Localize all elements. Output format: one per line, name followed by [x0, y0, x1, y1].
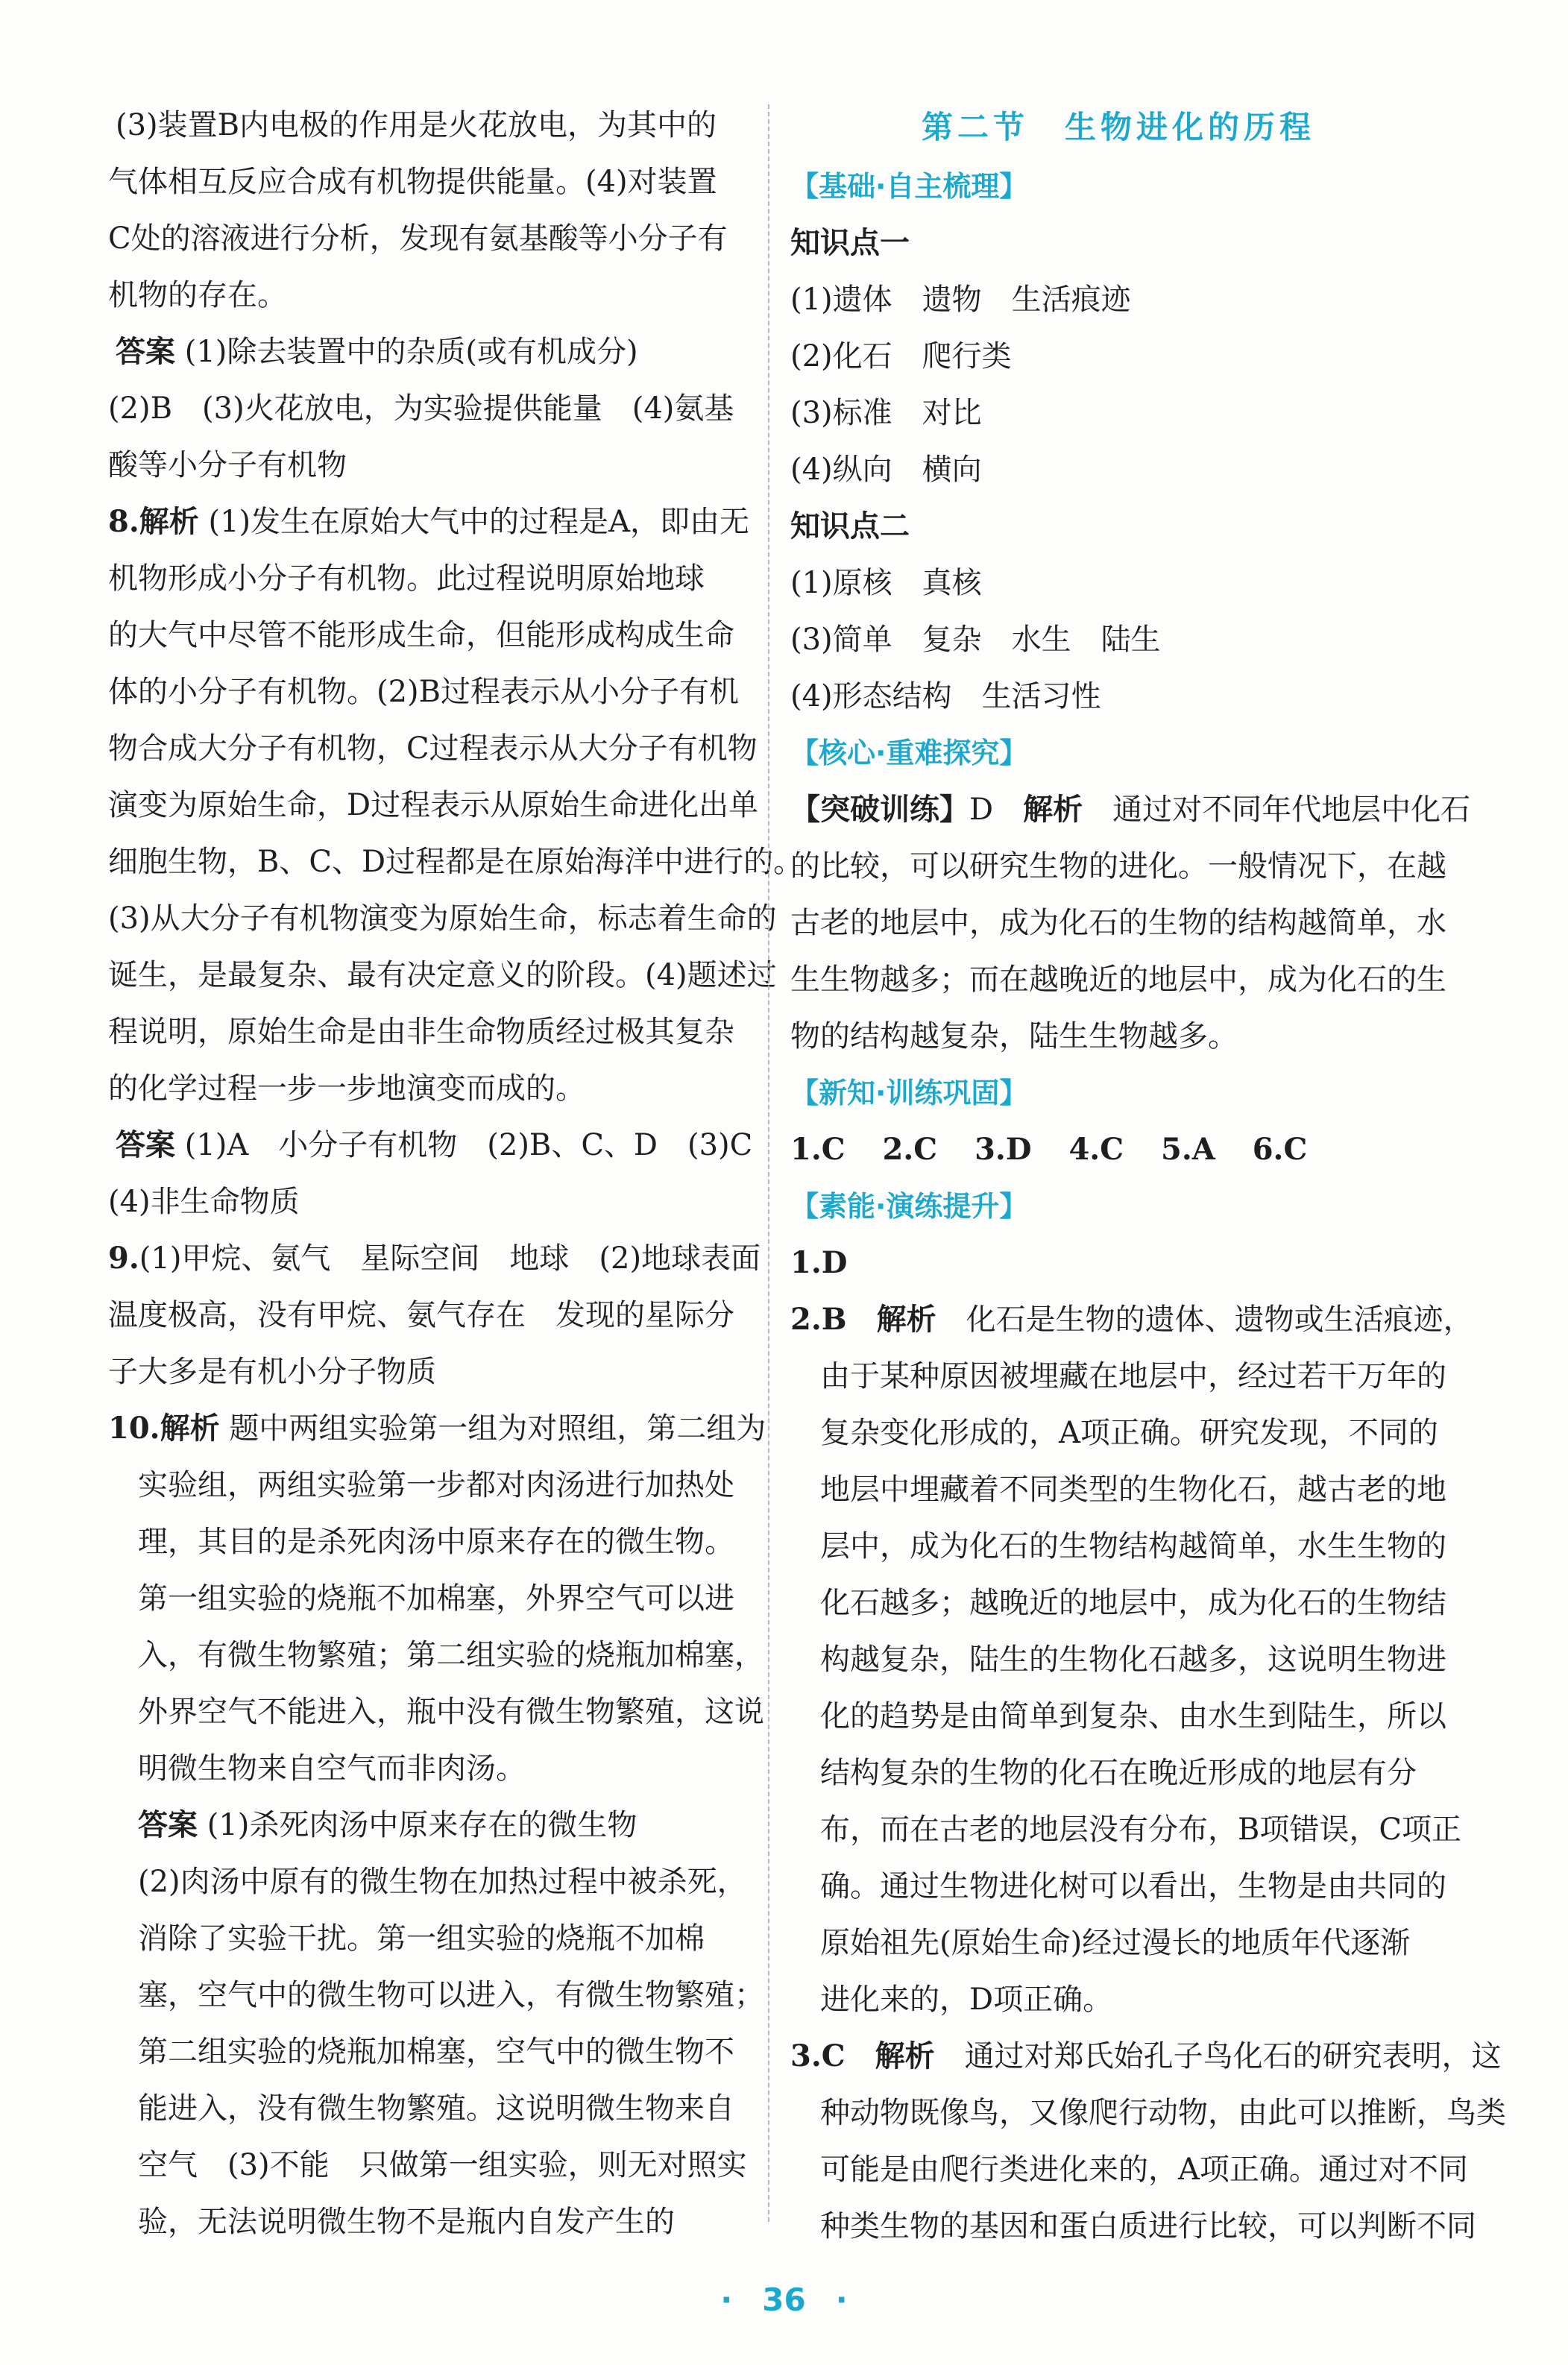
- text-line: (2)化石 爬行类: [790, 339, 1012, 374]
- question-answer: 3.C: [790, 2038, 846, 2073]
- text-line: 的大气中尽管不能形成生命，但能形成构成生命: [108, 618, 734, 652]
- left-column: [108, 97, 804, 2250]
- text-line: 第一组实验的烧瓶不加棉塞，外界空气可以进: [138, 1581, 734, 1616]
- text-line: 的化学过程一步一步地演变而成的。: [108, 1071, 585, 1106]
- text-line: (4)形态结构 生活习性: [790, 679, 1101, 714]
- text-line: 气体相互反应合成有机物提供能量。(4)对装置: [108, 165, 717, 199]
- answer-line: [108, 1117, 764, 1174]
- text-line: 种动物既像鸟，又像爬行动物，由此可以推断，鸟类: [820, 2096, 1506, 2130]
- text-line: 明微生物来自空气而非肉汤。: [138, 1751, 526, 1786]
- question-9: [108, 1230, 764, 1287]
- answer-line: 验，无法说明微生物不是瓶内自发产生的: [138, 2205, 675, 2239]
- breakthrough-line: [790, 781, 1471, 838]
- answer-text: (1)除去装置中的杂质(或有机成分): [184, 335, 638, 369]
- question-number: 8.: [108, 504, 139, 539]
- column-divider: [768, 104, 769, 2222]
- answer-line: 空气 (3)不能 只做第一组实验，则无对照实: [138, 2148, 747, 2182]
- text-line: 确。通过生物进化树可以看出，生物是由共同的: [820, 1869, 1446, 1903]
- text-line: 细胞生物，B、C、D过程都是在原始海洋中进行的。: [108, 845, 804, 879]
- answer-label: 答案: [116, 334, 175, 369]
- text-line: 构越复杂，陆生的生物化石越多，这说明生物进: [820, 1643, 1446, 1677]
- answer-label: 答案: [138, 1807, 198, 1842]
- new-answers-row: [790, 1121, 1446, 1178]
- question-number: 10.: [108, 1411, 160, 1446]
- text-line: 层中，成为化石的生物结构越简单，水生生物的: [820, 1529, 1446, 1563]
- section-title: 第二节 生物进化的历程: [921, 109, 1315, 145]
- answer-line: 酸等小分子有机物: [108, 448, 347, 482]
- text-line: 子大多是有机小分子物质: [108, 1355, 436, 1389]
- text-line: 物的结构越复杂，陆生生物越多。: [790, 1019, 1238, 1054]
- question-3: [790, 2028, 1502, 2085]
- answer-item: 5.A: [1160, 1132, 1215, 1167]
- answer-item: 6.C: [1252, 1132, 1308, 1167]
- section-header-skill: 【素能·演练提升】: [790, 1190, 1028, 1223]
- breakthrough-answer: D: [969, 793, 994, 827]
- answer-text: (1)A 小分子有机物 (2)B、C、D (3)C: [184, 1128, 753, 1162]
- section-header-core: 【核心·重难探究】: [790, 737, 1028, 769]
- text-line: (1)遗体 遗物 生活痕迹: [790, 283, 1131, 317]
- analysis-label: 解析: [139, 504, 199, 539]
- text-line: 温度极高，没有甲烷、氨气存在 发现的星际分: [108, 1298, 734, 1332]
- text-line: 机物的存在。: [108, 278, 287, 312]
- text-line: 物合成大分子有机物，C过程表示从大分子有机物: [108, 731, 758, 766]
- question-number: 9.: [108, 1241, 139, 1276]
- answer-item: 1.D: [790, 1245, 848, 1280]
- text-line: (1)原核 真核: [790, 566, 982, 600]
- text-line: 入，有微生物繁殖；第二组实验的烧瓶加棉塞，: [138, 1638, 764, 1672]
- answer-line: 能进入，没有微生物繁殖。这说明微生物来自: [138, 2091, 734, 2126]
- question-8: [108, 494, 764, 550]
- answer-line: 第二组实验的烧瓶加棉塞，空气中的微生物不: [138, 2035, 734, 2069]
- section-header-basic: 【基础·自主梳理】: [790, 170, 1028, 203]
- text-line: 机物形成小分子有机物。此过程说明原始地球: [108, 561, 705, 596]
- analysis-label: 解析: [875, 2038, 935, 2073]
- analysis-label: 解析: [160, 1411, 220, 1446]
- right-column: [790, 97, 1506, 2255]
- text-line: (4)纵向 横向: [790, 453, 982, 487]
- text-line: 外界空气不能进入，瓶中没有微生物繁殖，这说: [138, 1695, 764, 1729]
- answer-line: (2)肉汤中原有的微生物在加热过程中被杀死，: [138, 1865, 747, 1899]
- section-header-new: 【新知·训练巩固】: [790, 1077, 1028, 1109]
- knowledge-point-2: 知识点二: [790, 509, 910, 544]
- answer-label: 答案: [116, 1127, 175, 1162]
- text-line: 的比较，可以研究生物的进化。一般情况下，在越: [790, 849, 1446, 884]
- answer-item: 3.D: [975, 1132, 1032, 1167]
- text-line: 由于某种原因被埋藏在地层中，经过若干万年的: [820, 1359, 1446, 1394]
- answer-line: (2)B (3)火花放电，为实验提供能量 (4)氨基: [108, 391, 734, 426]
- dot-right: ·: [835, 2281, 848, 2318]
- analysis-label: 解析: [876, 1302, 936, 1337]
- dot-left: ·: [720, 2281, 733, 2318]
- text-line: 地层中埋藏着不同类型的生物化石，越古老的地: [820, 1473, 1446, 1507]
- knowledge-point-1: 知识点一: [790, 226, 910, 260]
- analysis-text: 通过对不同年代地层中化石: [1112, 793, 1471, 827]
- answer-line: (4)非生命物质: [108, 1185, 300, 1219]
- text-line: 化的趋势是由简单到复杂、由水生到陆生，所以: [820, 1699, 1446, 1733]
- question-answer: 2.B: [790, 1302, 847, 1337]
- question-10: [108, 1400, 764, 1457]
- text-line: 结构复杂的生物的化石在晚近形成的地层有分: [820, 1756, 1417, 1790]
- answer-item: 2.C: [882, 1132, 938, 1167]
- analysis-text: 通过对郑氏始孔子鸟化石的研究表明，这: [964, 2039, 1502, 2073]
- answer-line: 消除了实验干扰。第一组实验的烧瓶不加棉: [138, 1921, 705, 1956]
- text-line: C处的溶液进行分析，发现有氨基酸等小分子有: [108, 221, 728, 256]
- text-line: 实验组，两组实验第一步都对肉汤进行加热处: [138, 1468, 734, 1502]
- text-line: 布，而在古老的地层没有分布，B项错误，C项正: [820, 1813, 1461, 1847]
- analysis-text: 化石是生物的遗体、遗物或生活痕迹，: [966, 1303, 1473, 1337]
- answer-line: [108, 1797, 764, 1854]
- answer-item: 1.C: [790, 1132, 846, 1167]
- answer-line: [108, 324, 764, 380]
- breakthrough-label: 【突破训练】: [790, 792, 969, 827]
- analysis-label: 解析: [1023, 792, 1083, 827]
- answer-item: 4.C: [1068, 1132, 1124, 1167]
- text-line: 种类生物的基因和蛋白质进行比较，可以判断不同: [820, 2209, 1476, 2243]
- page-number-value: 36: [762, 2281, 806, 2318]
- answer-text: (1)甲烷、氨气 星际空间 地球 (2)地球表面: [139, 1241, 761, 1276]
- text-line: 复杂变化形成的，A项正确。研究发现，不同的: [820, 1416, 1438, 1450]
- text-line: 理，其目的是杀死肉汤中原来存在的微生物。: [138, 1525, 734, 1559]
- text-line: (3)从大分子有机物演变为原始生命，标志着生命的: [108, 901, 777, 936]
- text-line: 程说明，原始生命是由非生命物质经过极其复杂: [108, 1015, 734, 1049]
- analysis-text: (1)发生在原始大气中的过程是A，即由无: [208, 505, 750, 539]
- text-line: 生生物越多；而在越晚近的地层中，成为化石的生: [790, 963, 1446, 997]
- text-line: 体的小分子有机物。(2)B过程表示从小分子有机: [108, 675, 740, 709]
- text-line: (3)装置B内电极的作用是火花放电，为其中的: [116, 108, 717, 142]
- answer-line: 塞，空气中的微生物可以进入，有微生物繁殖；: [138, 1978, 764, 2012]
- text-line: (3)简单 复杂 水生 陆生: [790, 623, 1161, 657]
- question-2: [790, 1291, 1473, 1348]
- text-line: 可能是由爬行类进化来的，A项正确。通过对不同: [820, 2153, 1468, 2187]
- text-line: (3)标准 对比: [790, 396, 982, 430]
- analysis-text: 题中两组实验第一组为对照组，第二组为: [229, 1411, 766, 1446]
- text-line: 演变为原始生命，D过程表示从原始生命进化出单: [108, 788, 759, 822]
- text-line: 进化来的，D项正确。: [820, 1983, 1113, 2017]
- page-number: [0, 2281, 1568, 2318]
- text-line: 古老的地层中，成为化石的生物的结构越简单，水: [790, 906, 1446, 940]
- text-line: 化石越多；越晚近的地层中，成为化石的生物结: [820, 1586, 1446, 1620]
- answer-text: (1)杀死肉汤中原来存在的微生物: [207, 1808, 637, 1842]
- text-line: 诞生，是最复杂、最有决定意义的阶段。(4)题述过: [108, 958, 777, 992]
- text-line: 原始祖先(原始生命)经过漫长的地质年代逐渐: [820, 1926, 1411, 1960]
